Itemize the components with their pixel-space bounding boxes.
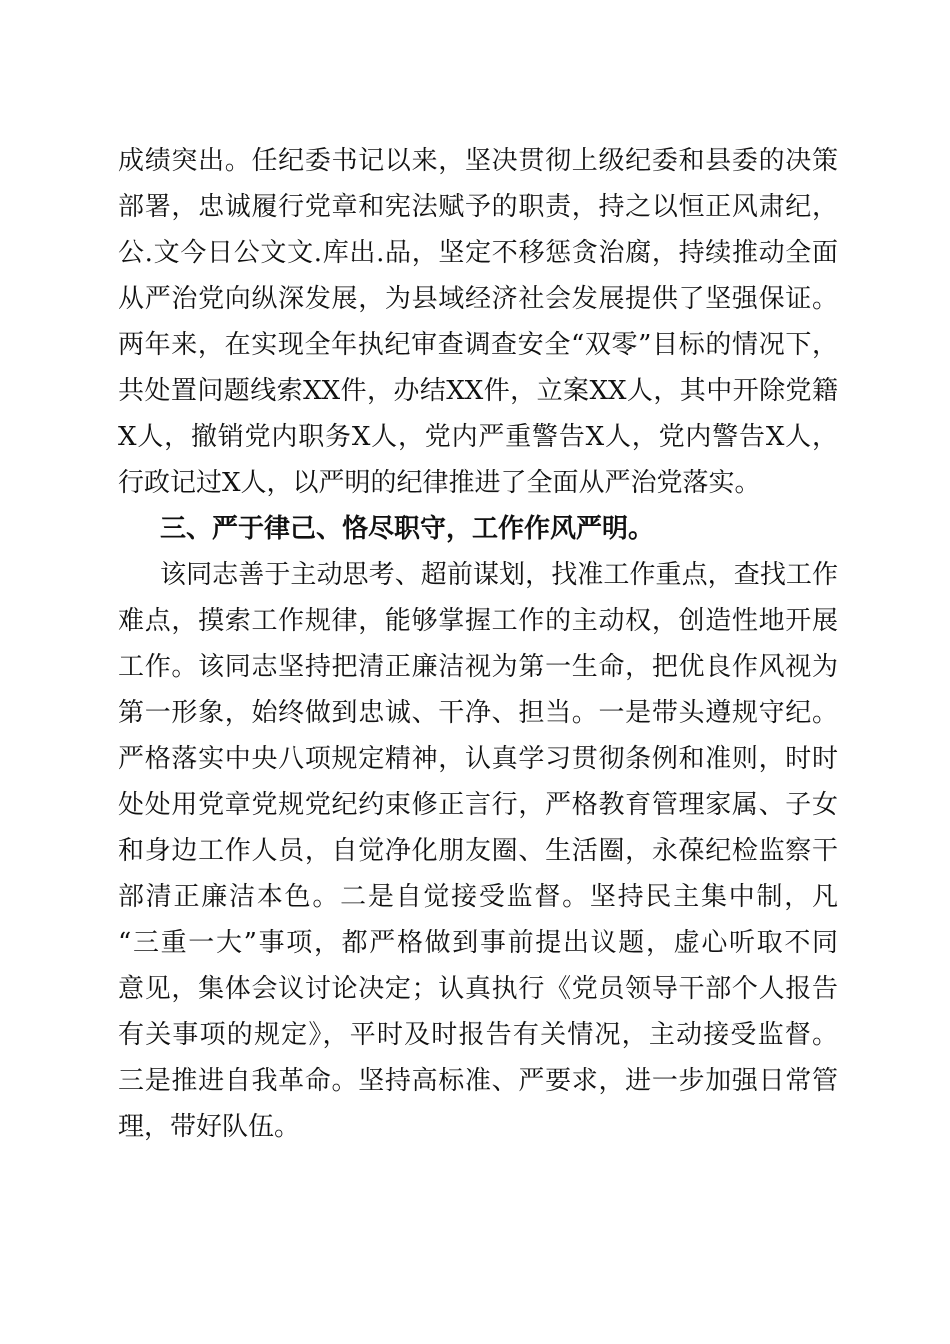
paragraph-2-line-10: 意见，集体会议讨论决定；认真执行《党员领导干部个人报告 <box>118 974 838 1004</box>
paragraph-1-line-3: 公.文今日公文文.库出.品，坚定不移惩贪治腐，持续推动全面 <box>118 238 838 268</box>
paragraph-1-line-7: X人，撤销党内职务X人，党内严重警告X人，党内警告X人， <box>118 422 838 452</box>
paragraph-1-line-1: 成绩突出。任纪委书记以来，坚决贯彻上级纪委和县委的决策 <box>118 146 838 176</box>
paragraph-2-line-11: 有关事项的规定》，平时及时报告有关情况，主动接受监督。 <box>118 1020 838 1050</box>
paragraph-2-line-7: 和身边工作人员，自觉净化朋友圈、生活圈，永葆纪检监察干 <box>118 836 838 866</box>
paragraph-2-line-12: 三是推进自我革命。坚持高标准、严要求，进一步加强日常管 <box>118 1066 838 1096</box>
paragraph-2-line-9: “三重一大”事项，都严格做到事前提出议题，虚心听取不同 <box>118 928 838 958</box>
paragraph-2-line-3: 工作。该同志坚持把清正廉洁视为第一生命，把优良作风视为 <box>118 652 838 682</box>
section-3-heading: 三、严于律己、恪尽职守，工作作风严明。 <box>160 514 655 544</box>
paragraph-1-line-5: 两年来，在实现全年执纪审查调查安全“双零”目标的情况下， <box>118 330 838 360</box>
paragraph-2-line-8: 部清正廉洁本色。二是自觉接受监督。坚持民主集中制，凡 <box>118 882 838 912</box>
paragraph-1-line-8: 行政记过X人，以严明的纪律推进了全面从严治党落实。 <box>118 468 761 498</box>
paragraph-2-line-4: 第一形象，始终做到忠诚、干净、担当。一是带头遵规守纪。 <box>118 698 838 728</box>
paragraph-2-line-5: 严格落实中央八项规定精神，认真学习贯彻条例和准则，时时 <box>118 744 838 774</box>
paragraph-1-line-4: 从严治党向纵深发展，为县域经济社会发展提供了坚强保证。 <box>118 284 838 314</box>
paragraph-2-line-6: 处处用党章党规党纪约束修正言行，严格教育管理家属、子女 <box>118 790 838 820</box>
paragraph-2-line-1: 该同志善于主动思考、超前谋划，找准工作重点，查找工作 <box>160 560 838 590</box>
paragraph-1-line-6: 共处置问题线索XX件，办结XX件，立案XX人，其中开除党籍 <box>118 376 838 406</box>
paragraph-2-line-2: 难点，摸索工作规律，能够掌握工作的主动权，创造性地开展 <box>118 606 838 636</box>
paragraph-1-line-2: 部署，忠诚履行党章和宪法赋予的职责，持之以恒正风肃纪， <box>118 192 838 222</box>
paragraph-2-line-13: 理，带好队伍。 <box>118 1112 301 1142</box>
